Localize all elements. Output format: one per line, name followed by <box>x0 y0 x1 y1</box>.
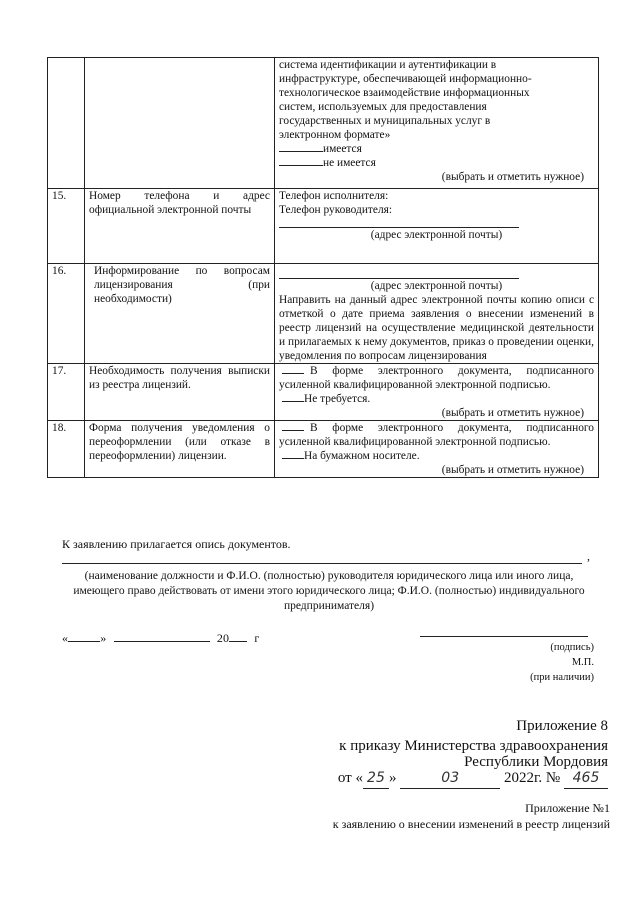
appendix-sub-line: к заявлению о внесении изменений в реестр лицензий <box>332 817 610 831</box>
option-electronic[interactable]: В форме электронного документа, подписанного усиленной квалифицированной электронной подписью. <box>279 365 594 391</box>
handwritten-day: 25 <box>363 768 389 789</box>
choose-hint: (выбрать и отметить нужное) <box>441 407 584 419</box>
phone-head-label[interactable]: Телефон руководителя: <box>279 204 393 216</box>
row-number: 15. <box>48 189 85 264</box>
row-label: Номер телефона и адрес официальной электронной почты <box>85 189 275 264</box>
date-field[interactable]: « » 20 г <box>62 631 260 645</box>
option-not-required[interactable]: Не требуется. <box>279 392 594 406</box>
appendix-line1: к приказу Министерства здравоохранения <box>339 738 608 754</box>
name-caption: (наименование должности и Ф.И.О. (полностью) руководителя юридического лица или иного лица, имеющего право действовать от имени этого юридического лица; Ф.И.О. (полностью) индивидуального предпринимателя) <box>73 570 585 612</box>
row-number <box>48 58 85 189</box>
row-value <box>275 364 599 421</box>
option-not[interactable]: не имеется <box>279 156 594 170</box>
text-line: инфраструктуре, обеспечивающей информационно- <box>279 73 532 85</box>
row-label: Форма получения уведомления о переоформлении (или отказе в переоформлении) лицензии. <box>85 421 275 478</box>
appendix-line2: Республики Мордовия <box>464 754 608 770</box>
row-label <box>85 58 275 189</box>
choose-hint: (выбрать и отметить нужное) <box>441 171 584 183</box>
handwritten-number: 465 <box>564 768 608 789</box>
row-label: Информирование по вопросам лицензирования (при необходимости) <box>85 264 275 364</box>
application-table <box>47 57 599 478</box>
signature-caption <box>440 640 594 685</box>
option-electronic[interactable]: В форме электронного документа, подписанного усиленной квалифицированной электронной подписью. <box>279 422 594 448</box>
choose-hint: (выбрать и отметить нужное) <box>441 464 584 476</box>
stamp-note: (при наличии) <box>530 672 594 683</box>
row-value <box>275 421 599 478</box>
table-row <box>48 421 599 478</box>
comma: , <box>587 549 590 563</box>
continued-text <box>279 58 594 142</box>
signature-line[interactable] <box>420 636 588 637</box>
handwritten-month: 03 <box>400 768 500 789</box>
table-row <box>48 264 599 364</box>
row-label: Необходимость получения выписки из реестра лицензий. <box>85 364 275 421</box>
table-row <box>48 189 599 264</box>
text-line: технологическое взаимодействие информационных <box>279 87 530 99</box>
email-caption: (адрес электронной почты) <box>370 280 503 292</box>
row-number: 17. <box>48 364 85 421</box>
row-value <box>275 58 599 189</box>
table-row <box>48 58 599 189</box>
appendix-title: Приложение 8 <box>516 718 608 734</box>
row-number: 18. <box>48 421 85 478</box>
signature-label: (подпись) <box>550 642 594 653</box>
appendix-sub-title: Приложение №1 <box>525 801 610 815</box>
row-number: 16. <box>48 264 85 364</box>
row-value <box>275 264 599 364</box>
text-line: государственных и муниципальных услуг в <box>279 115 491 127</box>
email-caption: (адрес электронной почты) <box>370 229 503 241</box>
text-line: систем, используемых для предоставления <box>279 101 487 113</box>
option-paper[interactable]: На бумажном носителе. <box>279 449 594 463</box>
option-has[interactable]: имеется <box>279 142 594 156</box>
text-line: система идентификации и аутентификации в <box>279 59 497 71</box>
phone-exec-label[interactable]: Телефон исполнителя: <box>279 190 389 202</box>
notification-text: Направить на данный адрес электронной почты копию описи с отметкой о дате приема заявления о внесении изменений в реестр лицензий на осуществление медицинской деятельности и прилагаемых к нему документов, приказ о проведении оценки, уведомления по вопросам лицензирования <box>279 294 594 362</box>
name-line[interactable] <box>62 563 582 564</box>
stamp-label: М.П. <box>571 657 594 668</box>
attachment-note: К заявлению прилагается опись документов. <box>62 537 291 551</box>
row-value <box>275 189 599 264</box>
appendix-date: от « 25 » 03 2022г. № 465 <box>338 768 608 789</box>
text-line: электронном формате» <box>279 129 391 141</box>
table-row <box>48 364 599 421</box>
